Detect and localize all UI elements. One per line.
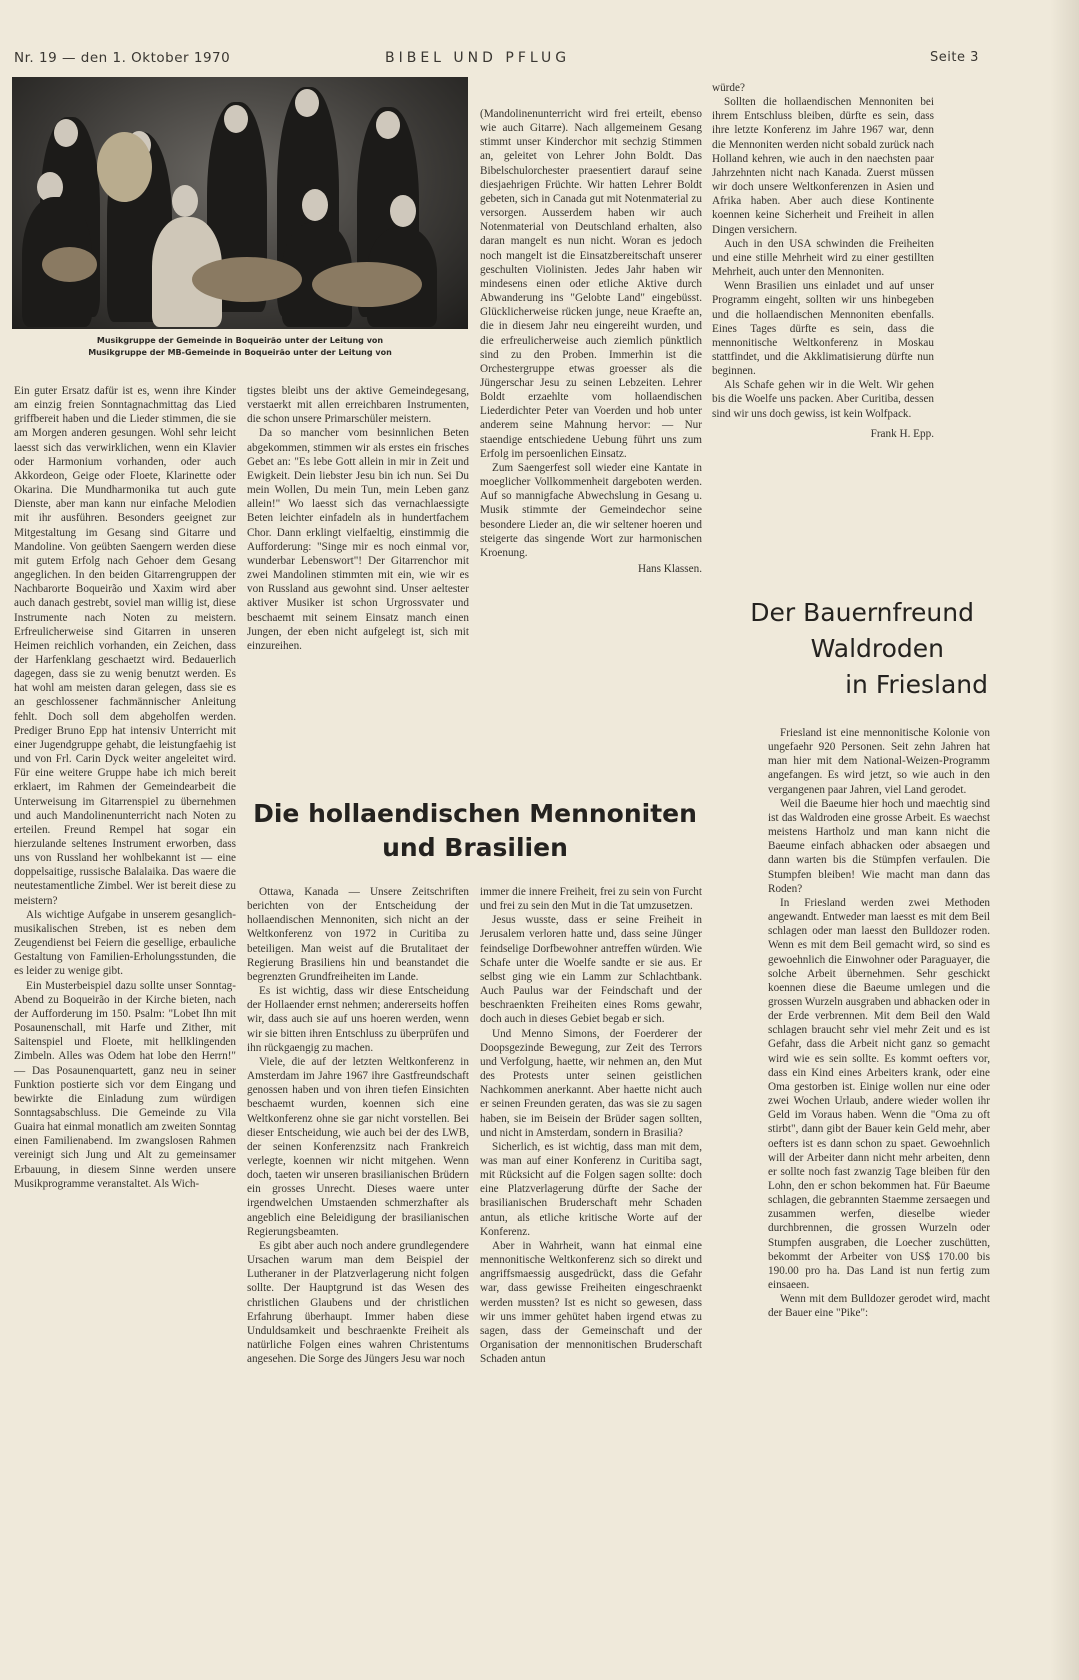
paragraph: Ein Musterbeispiel dazu sollte unser Sonntag-Abend zu Boqueirão in der Kirche bieten, nach der Aufforderung im 150. Psalm: "Lobet Ihn mit Posaunenschall, mit Harfe und Zither, mit Saitenspiel und Floete, mit hellklingenden Zimbeln. Alles was Odem hat lobe den Herrn!" — Das Posaunenquartett, ganz neu in seiner Funktion postierte sich vor dem Eingang und bewirkte die Einladung zum würdigen Sonntagsabschluss. Die Gemeinde zu Vila Guaira hat einmal monatlich am zweiten Sonntag einen Familienabend. Im zwangslosen Rahmen vereinigt sich Jung und Alt zu gemeinsamer Erbauung, in diesem Sinne werden unsere Musikprogramme veranstaltet. Als Wich- <box>14 979 236 1190</box>
paragraph: Wenn mit dem Bulldozer gerodet wird, macht der Bauer eine "Pike": <box>768 1293 990 1320</box>
music-article-column-2 <box>247 384 469 653</box>
paragraph: tigstes bleibt uns der aktive Gemeindegesang, verstaerkt mit allen erreichbaren Instrumenten, die schon unsere Primarschüler meistern. <box>247 385 469 426</box>
author-signature: Frank H. Epp. <box>870 427 934 440</box>
music-article-column-1 <box>14 384 236 1191</box>
paragraph: Als wichtige Aufgabe in unserem gesanglich-musikalischen Streben, ist es neben dem Zeugendienst bei Feiern die gesellige, erbauliche Gestaltung von Familien-Erholungsstunden, die es leider zu wenige gibt. <box>14 908 236 978</box>
paragraph: Da so mancher vom besinnlichen Beten abgekommen, stimmen wir als erstes ein frisches Gebet an: "Es lebe Gott allein in mir in Zeit und Ewigkeit. Dein liebster Jesu bin ich nun. Sei Du mein Wollen, Du mein Tun, mein Leben ganz allein!" Wo laesst sich das vernachlaessigte Beten leichter einfadeln als in hundertfachem Chor. Dann erklingt vielfaeltig, einstimmig die Aufforderung: "Singe mir es noch einmal vor, wunderbar Lebenswort"! Der Gitarrenchor mit zwei Mandolinen stimmten mit ein, wie wir es von Russland aus gewohnt sind. Unser aeltester aktiver Musiker ist schon Urgrossvater und beschaemt mit seinem Einsatz manch einen Jungen, der eben nicht aufgelegt ist, sich mit einzureihen. <box>247 427 469 652</box>
paragraph: (Mandolinenunterricht wird frei erteilt, ebenso wie auch Gitarre). Nach allgemeinem Gesang stimmt unser Kinderchor mit sechzig Stimmen an, geleitet von Lehrer John Boldt. Das Bibelschulorchester praesentiert darauf seine diesjaehrigen Früchte. Wir hatten Lehrer Boldt gebeten, sich in Canada gut mit Notenmaterial zu versorgen. Ausserdem haben wir auch Notenmaterial von Deutschland erhalten, also daran mangelt es nun nicht. Woran es jedoch noch mangelt ist die Einsatzbereitschaft unserer geschulten Violinisten. Jedes Jahr haben wir mindesens einen oder etliche Aktive durch Abwanderung ins "Gelobte Land" eingebüsst. Glücklicherweise rücken junge, neue Kraefte an, die in diesem Jahr neu eingereiht wurden, und die erfreulicherweise auch ziemlich pünktlich sind zu den Proben. Immerhin ist die Orchestergruppe etwas groesser als die Jüngerschar Jesu zu seinen Lebzeiten. Lehrer Boldt erzaehlte vom hollaendischen Liederdichter Peter van Voerden und hob unter anderem seine Mahnung hervor: — Nur staendige entschiedene Uebung führt uns zum Erfolg im persoenlichen Einsatz. <box>480 108 702 460</box>
paragraph: Als Schafe gehen wir in die Welt. Wir gehen bis die Woelfe uns packen. Aber Curitiba, dessen sind wir uns doch gewiss, ist kein Wolfpack. <box>712 379 934 420</box>
issue-number: Nr. 19 — den 1. Oktober 1970 <box>14 50 231 66</box>
newspaper-title: BIBEL UND PFLUG <box>385 50 571 66</box>
article-headline <box>712 595 998 703</box>
music-group-photo <box>12 77 468 329</box>
paragraph: Viele, die auf der letzten Weltkonferenz in Amsterdam im Jahre 1967 ihre Gastfreundschaft genossen haben und von ihren tiefen Einsichten beschaemt wurden, koennen sich eine Weltkonferenz ohne sie gar nicht vorstellen. Bei dieser Entscheidung, wie auch bei der des LWB, der seinen Konferenzsitz nach Frankreich verlegte, koennen wir nicht mitgehen. Wenn doch, taeten wir unseren brasilianischen Brüdern ein grosses Unrecht. Dieses waere unter irgendwelchen Umstaenden schmerzhafter als angeblich eine Beleidigung der brasilianischen Regierungsbeamten. <box>247 1055 469 1238</box>
bauernfreund-article-column <box>768 726 990 1321</box>
page-edge-shadow <box>1050 0 1079 1680</box>
headline-line-2: Waldroden <box>810 634 944 663</box>
mennoniten-article-column-2 <box>480 885 702 1366</box>
paragraph: Sicherlich, es ist wichtig, dass man mit dem, was man auf einer Konferenz in Curitiba sagt, mit Rücksicht auf die Folgen sagen sollte: doch eine Platzverlagerung dürfte der Sache der brasilianischen Bruderschaft mehr Schaden antun, als etliche kritische Worte auf der Konferenz. <box>480 1140 702 1238</box>
paragraph: Es ist wichtig, dass wir diese Entscheidung der Hollaender ernst nehmen; andererseits hoffen wir, dass auch sie auf uns hoeren werden, wenn wir sie bitten ihren Entschluss zu überprüfen und ihn rückgaengig zu machen. <box>247 985 469 1054</box>
page-number: Seite 3 <box>930 50 979 65</box>
paragraph: Ottawa, Kanada — Unsere Zeitschriften berichten von der Entscheidung der hollaendischen Mennoniten, sich nicht an der Weltkonferenz von 1972 in Curitiba zu beteiligen. Man weist auf die Brutalitaet der Regierung Brasiliens hin und beanstandet die begrenzten Grundfreiheiten im Lande. <box>247 886 469 983</box>
paragraph: Jesus wusste, dass er seine Freiheit in Jerusalem verloren hatte und, dass seine Jünger feindselige Dorfbewohner antreffen würden. Wie Schafe unter die Woelfe sandte er sie aus. Er selbst ging wie ein Lamm zur Schlachtbank. Auch Paulus war der Feindschaft und der beschraenkten Freiheiten eines Roms gewahr, doch auch in dieses Gebiet begab er sich. <box>480 914 702 1026</box>
paragraph: In Friesland werden zwei Methoden angewandt. Entweder man laesst es mit dem Beil schlagen oder man laesst den Bulldozer roden. Wenn es mit dem Beil gemacht wird, so sind es gewoehnlich die Einwohner oder Paraguayer, die solche Arbeit übernehmen. Sehr geschickt koennen diese die Baeume umlegen und die grossen Wurzeln ausgraben und abhacken oder in der Erde verbrennen. Mit dem Beil den Wald schlagen braucht sehr viel mehr Zeit und es ist Gefahr, dass die Arbeit nicht ganz so gemacht wird wie es sein sollte. Es kommt oefters vor, dass ein Kind eines Arbeiters krank, oder eine Oma gestorben ist. Einige wollen nur eine oder zwei Wochen Urlaub, andere wieder wollen ihr Geld im Voraus haben. Wenn die "Oma zu oft stirbt", dann gibt der Bauer kein Geld mehr, aber oefters ist es dann schon zu spaet. Gewoehnlich will der Arbeiter dann nicht mehr arbeiten, denn er sollte noch fast zwanzig Tage bleiben für den Lohn, den er schon bekommen hat. Für Baeume schlagen, die gebrannten Staemme zersaegen und zusammen werfen, dieselbe wieder durchbrennen, die grossen Wurzeln oder Stumpfen ausgraben, die Loecher zuschütten, bekommt der Arbeiter von US$ 170.00 bis 190.00 pro ha. Das Land ist nun fertig zum einsaeen. <box>768 896 990 1292</box>
headline-line-1: Der Bauernfreund <box>750 598 974 627</box>
paragraph: Wenn Brasilien uns einladet und auf unser Programm eingeht, sollten wir uns hinbegeben und die hollaendischen Mennoniten ebenfalls. Eines Tages dürfte es sein, dass die mennonitische Weltkonferenz in Moskau stattfindet, und die Akklimatisierung dürfte nun beginnen. <box>712 280 934 378</box>
article-headline <box>250 797 700 865</box>
article-continuation-column <box>712 81 934 441</box>
headline-line-2: und Brasilien <box>382 833 568 862</box>
headline-line-3: in Friesland <box>845 670 988 699</box>
paragraph: Und Menno Simons, der Foerderer der Doopsgezinde Bewegung, zur Zeit des Terrors und Verfolgung, haette, wir nehmen an, den Mut des Protests unter seinen geistlichen Nachkommen anerkannt. Aber haette nicht auch er seinen Freunden geraten, das was sie zu sagen haben, sie im Beisein der Brüder sagen sollten, und nicht in Amsterdam, sondern in Brasilia? <box>480 1027 702 1139</box>
headline-line-1: Die hollaendischen Mennoniten <box>253 799 697 828</box>
mennoniten-article-column-1 <box>247 885 469 1366</box>
paragraph: Ein guter Ersatz dafür ist es, wenn ihre Kinder am einzig freien Sonntagnachmittag das Lied griffbereit haben und die Lieder stimmen, die sie am Morgen anderen gesungen. Wohl sehr leicht laesst sich das verwirklichen, wenn ein Klavier oder Harmonium vorhanden, oder auch Akkordeon, Geige oder Floete, Klarinette oder Okarina. Die Mundharmonika tut auch gute Dienste, aber man kann nur einfache Melodien mit ihr ausführen. Besonders geeignet zur Mitgestaltung im Gesang sind Gitarre und Mandoline. Von geübten Saengern werden diese mit gutem Erfolg nach Gehoer dem Gesang angeglichen. In den beiden Gitarrengruppen der Nachbarorte Boqueirão und Xaxim wird aber auch danach gestrebt, soviel man willig ist, diese Instrumente nach Noten zu meistern. Erfreulicherweise sind Gitarren in unseren Heimen reichlich vorhanden, ein Zeichen, dass der Harfenklang geschaetzt wird. Bedauerlich dagegen, dass sie zu wenig benutzt werden. Es hat wohl am meisten daran gelegen, dass sie es an geschlossener fachmännischer Anleitung fehlt. Doch soll dem abgeholfen werden. Prediger Bruno Epp hat intensiv Unterricht mit einer Jugendgruppe gehabt, die leistungfaehig ist und von Frl. Carin Dyck weiter angeleitet wird. Für eine weitere Gruppe habe ich mich bereit erklaert, im Rahmen der Gemeindearbeit die Unterweisung im Gitarrenspiel zu übernehmen und auch Mandolinenunterricht nach Noten zu erteilen. Freund Rempel hat sogar ein hierzulande seltenes Instrument erworben, dass uns von Russland her wohlbekannt ist — eine doppelsaitige, russische Balalaika. Das waere die neutestamentliche Zimbel. Wer ist bereit diese zu meistern? <box>14 385 236 907</box>
photo-caption-2: Musikgruppe der MB-Gemeinde in Boqueirão unter der Leitung von <box>88 348 392 357</box>
paragraph: Weil die Baeume hier hoch und maechtig sind ist das Waldroden eine grosse Arbeit. Es waechst meistens Hartholz und man kann nicht die Baeume einfach abhacken oder absaegen und dann warten bis die Stümpfen verfaulen. Die Stumpfen bleiben! Wie macht man dann das Roden? <box>768 797 990 895</box>
paragraph: Friesland ist eine mennonitische Kolonie von ungefaehr 920 Personen. Seit zehn Jahren hat man hier mit dem National-Weizen-Programm angefangen. Es wird jetzt, so wie auch in den vergangenen paar Jahren, viel Land gerodet. <box>768 727 990 796</box>
author-signature: Hans Klassen. <box>637 563 702 575</box>
music-article-column-3 <box>480 107 702 576</box>
paragraph: Zum Saengerfest soll wieder eine Kantate in moeglicher Vollkommenheit dargeboten werden. Auf so mannigfache Abwechslung in Gesang u. Musik stimmte der Gemeindechor seine besondere Lieder an, die wir seltener hoeren und steigerte das singende Wort zur harmonischen Kroenung. <box>480 461 702 559</box>
paragraph: Auch in den USA schwinden die Freiheiten und eine stille Mehrheit wird zu einer gestillten Mehrheit, auch unter den Mennoniten. <box>712 237 934 279</box>
paragraph: Es gibt aber auch noch andere grundlegendere Ursachen warum man dem Beispiel der Lutheraner in der Platzverlagerung nicht folgen sollte. Der Hauptgrund ist das Wesen des christlichen Glaubens und der christlichen Erfahrung überhaupt. Immer haben diese Unduldsamkeit und beschraenkte Freiheit als natürliche Folgen eines wahren Christentums angesehen. Die Sorge des Jüngers Jesu war noch <box>247 1239 469 1366</box>
photo-caption-1: Musikgruppe der Gemeinde in Boqueirão unter der Leitung von <box>96 336 384 345</box>
paragraph: würde? <box>712 82 745 94</box>
paragraph: Sollten die hollaendischen Mennoniten bei ihrem Entschluss bleiben, dürfte es sein, dass ihre letzte Konferenz im Jahre 1967 war, denn die Mennoniten werden nicht sobald zurück nach Holland kehren, wie auch in den naechsten paar Jahrzehnten nicht nach Kanada. Zuerst müssen wir doch unsere Weltkonferenzen in Asien und Afrika haben. Aber auch diese Kontinente koennen keine Sicherheit und Freiheit in allen Dingen versichern. <box>712 96 934 236</box>
paragraph: immer die innere Freiheit, frei zu sein von Furcht und frei zu sein den Mut in die Tat umzusetzen. <box>480 886 702 913</box>
paragraph: Aber in Wahrheit, wann hat einmal eine mennonitische Weltkonferenz sich so direkt und angriffsmaessig ausgedrückt, dass die Gefahr war, dass gewisse Freiheiten eingeschraenkt werden mussten? Ist es nicht so gewesen, dass wir uns immer gehütet haben irgend etwas zu sagen, dass der Gemeinschaft und der Organisation der mennonitischen Bruderschaft Schaden antun <box>480 1239 702 1366</box>
